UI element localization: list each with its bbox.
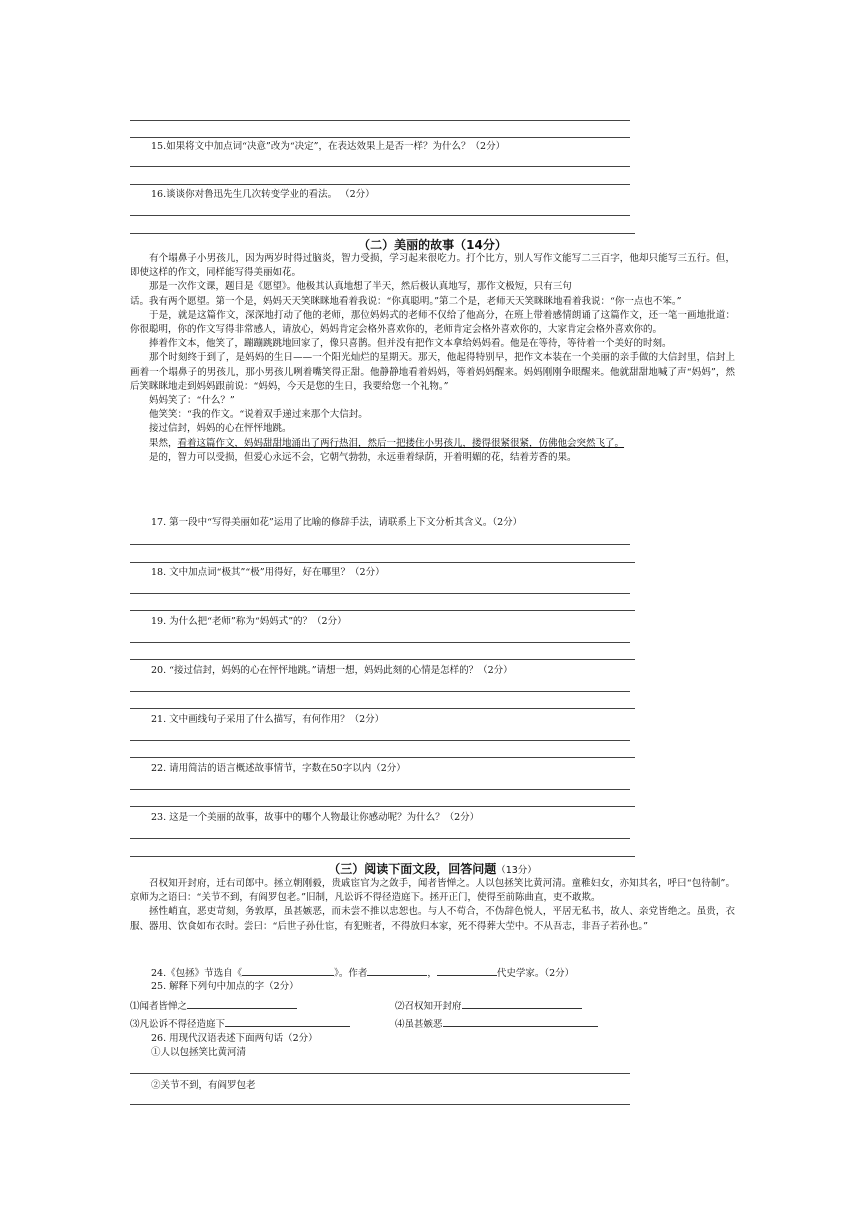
paragraph: 那是一次作文课，题目是《愿望》。他极其认真地想了半天，然后极认真地写，那作文极短，只有三句 xyxy=(149,281,572,293)
answer-line[interactable] xyxy=(130,184,630,185)
question-21: 21. 文中画线句子采用了什么描写，有何作用？（2分） xyxy=(151,714,385,725)
question-17: 17. 第一段中“写得美丽如花”运用了比喻的修辞手法，请联系上下文分析其含义。（2分） xyxy=(151,517,523,528)
blank-author[interactable] xyxy=(367,965,427,976)
answer-line[interactable] xyxy=(130,1104,630,1105)
section-3-score: （13分） xyxy=(496,865,537,876)
answer-line[interactable] xyxy=(130,806,635,807)
paragraph: 话。我有两个愿望。第一个是，妈妈天天笑眯眯地看着我说：“你真聪明。”第二个是，老师天天笑眯眯地看着我说：“你一点也不笨。” xyxy=(130,295,682,307)
question-15: 15.如果将文中加点词“决意”改为“决定”，在表达效果上是否一样？为什么？（2分） xyxy=(151,141,506,152)
question-24-part: ， xyxy=(427,968,437,979)
q26-sentence-1: ①人以包拯笑比黄河清 xyxy=(151,1047,247,1058)
answer-line[interactable] xyxy=(130,1073,630,1074)
answer-line[interactable] xyxy=(130,691,630,692)
q25-item-label: ⑷虽甚嫉恶 xyxy=(395,1019,443,1030)
answer-line[interactable] xyxy=(130,610,635,611)
answer-line[interactable] xyxy=(130,137,630,138)
answer-line[interactable] xyxy=(130,544,630,545)
paragraph: 妈妈笑了：“什么？” xyxy=(149,395,235,407)
section-2-title: （二）美丽的故事（14分） xyxy=(358,238,507,252)
question-24-part: 24.《包拯》节选自《 xyxy=(151,968,243,979)
answer-line[interactable] xyxy=(130,740,630,741)
q25-item-4 xyxy=(395,1016,598,1031)
paragraph: 是的，智力可以受损，但爱心永远不会，它朝气勃勃，永远垂着绿荫，开着明媚的花，结着芳香的果。 xyxy=(149,451,577,463)
question-22: 22. 请用简洁的语言概述故事情节，字数在50字以内（2分） xyxy=(151,763,406,774)
answer-line[interactable] xyxy=(130,120,630,121)
underlined-sentence: 看着这篇作文，妈妈甜甜地涌出了两行热泪，然后一把搂住小男孩儿，搂得很紧很紧，仿佛他会突然飞了。 xyxy=(177,437,625,449)
blank-answer[interactable] xyxy=(187,998,297,1009)
question-18: 18. 文中加点词“极其”“极”用得好，好在哪里？（2分） xyxy=(151,567,385,578)
section-3-title xyxy=(130,860,735,877)
question-16: 16.谈谈你对鲁迅先生几次转变学业的看法。 （2分） xyxy=(151,189,375,200)
paragraph: 接过信封，妈妈的心在怦怦地跳。 xyxy=(149,423,292,435)
blank-answer[interactable] xyxy=(225,1016,350,1027)
answer-line[interactable] xyxy=(130,562,635,563)
answer-line[interactable] xyxy=(130,708,635,709)
question-19: 19. 为什么把“老师”称为“妈妈式”的？（2分） xyxy=(151,616,347,627)
paragraph: 捧着作文本，他笑了，蹦蹦跳跳地回家了，像只喜鹊。但并没有把作文本拿给妈妈看。他是在等待，等待着一个美好的时刻。 xyxy=(149,338,672,350)
blank-book-title[interactable] xyxy=(242,965,334,976)
answer-line[interactable] xyxy=(130,642,630,643)
answer-line[interactable] xyxy=(130,789,630,790)
story-passage xyxy=(130,252,735,465)
paragraph: 于是，就是这篇作文，深深地打动了他的老师，那位妈妈式的老师不仅给了他高分，在班上带着感情朗诵了这篇作文，还一笔一画地批道：你很聪明，你的作文写得非常感人，请放心，妈妈肯定会格外喜欢你的，老师肯定会格外喜欢你的，大家肯定会格外喜欢你的。 xyxy=(130,309,735,336)
paragraph: 他笑笑：“我的作文。“说着双手递过来那个大信封。 xyxy=(149,409,368,421)
answer-line[interactable] xyxy=(130,166,630,167)
q26-sentence-2: ②关节不到，有阎罗包老 xyxy=(151,1080,256,1091)
answer-line[interactable] xyxy=(130,757,635,758)
answer-line[interactable] xyxy=(130,856,635,857)
q25-item-label: ⑶凡讼诉不得径造庭下 xyxy=(130,1019,226,1030)
question-24 xyxy=(151,965,574,980)
q25-item-label: ⑵召权知开封府 xyxy=(395,1001,462,1012)
blank-dynasty[interactable] xyxy=(437,965,497,976)
paragraph: 那个时刻终于到了，是妈妈的生日——一个阳光灿烂的星期天。那天，他起得特别早，把作文本装在一个美丽的亲手做的大信封里，信封上画着一个塌鼻子的男孩儿，那小男孩儿咧着嘴笑得正甜。他静静地看着妈妈，等着妈妈醒来。妈妈刚刚争眼醒来。他就甜甜地喊了声“妈妈”，然后笑眯眯地走到妈妈跟前说：“妈妈，今天是您的生日，我要给您一个礼物。” xyxy=(130,352,735,392)
question-24-part: 代史学家。（2分） xyxy=(496,968,575,979)
answer-line[interactable] xyxy=(130,659,635,660)
section-3-title-text: （三）阅读下面文段，回答问题 xyxy=(328,862,497,876)
answer-line[interactable] xyxy=(130,215,630,216)
question-25: 25. 解释下列句中加点的字（2分） xyxy=(151,981,299,992)
paragraph: 有个塌鼻子小男孩儿，因为两岁时得过脑炎，智力受损，学习起来很吃力。打个比方，别人写作文能写二三百字，他却只能写三五行。但，即使这样的作文，同样能写得美丽如花。 xyxy=(130,253,735,279)
q25-item-1 xyxy=(130,998,297,1013)
classical-passage xyxy=(130,877,735,934)
question-24-part: 》。作者 xyxy=(334,968,368,979)
paragraph: 召权知开封府，迁右司郎中。拯立朝刚毅，贵戚宦官为之敛手，闻者皆惮之。人以包拯笑比黄河清。童稚妇女，亦知其名，呼曰“包待制”。京师为之语曰：“关节不到，有阎罗包老。”旧制，凡讼诉不得径造庭下。拯开正门，使得至前陈曲直，吏不敢欺。 xyxy=(130,878,735,904)
paragraph: 拯性峭直，恶吏苛刻，务敦厚，虽甚嫉恶，而未尝不推以忠恕也。与人不苟合，不伪辞色悦人，平居无私书，故人、亲党皆绝之。虽贵，衣服、器用、饮食如布衣时。尝曰：“后世子孙仕宦，有犯赃者，不得放归本家，死不得葬大茔中。不从吾志，非吾子若孙也。” xyxy=(130,906,735,932)
q25-item-3 xyxy=(130,1016,350,1031)
answer-line[interactable] xyxy=(130,838,630,839)
blank-answer[interactable] xyxy=(443,1016,598,1027)
answer-line[interactable] xyxy=(130,593,630,594)
question-23: 23. 这是一个美丽的故事，故事中的哪个人物最让你感动呢？为什么？（2分） xyxy=(151,812,480,823)
question-26: 26. 用现代汉语表述下面两句话（2分） xyxy=(151,1033,318,1044)
answer-line[interactable] xyxy=(130,233,635,234)
paragraph-lead: 果然， xyxy=(149,437,178,449)
q25-item-2 xyxy=(395,998,582,1013)
question-20: 20. “接过信封，妈妈的心在怦怦地跳。”请想一想，妈妈此刻的心情是怎样的？（2分） xyxy=(151,665,513,676)
blank-answer[interactable] xyxy=(462,998,582,1009)
q25-item-label: ⑴闻者皆惮之 xyxy=(130,1001,188,1012)
paragraph xyxy=(130,437,735,451)
